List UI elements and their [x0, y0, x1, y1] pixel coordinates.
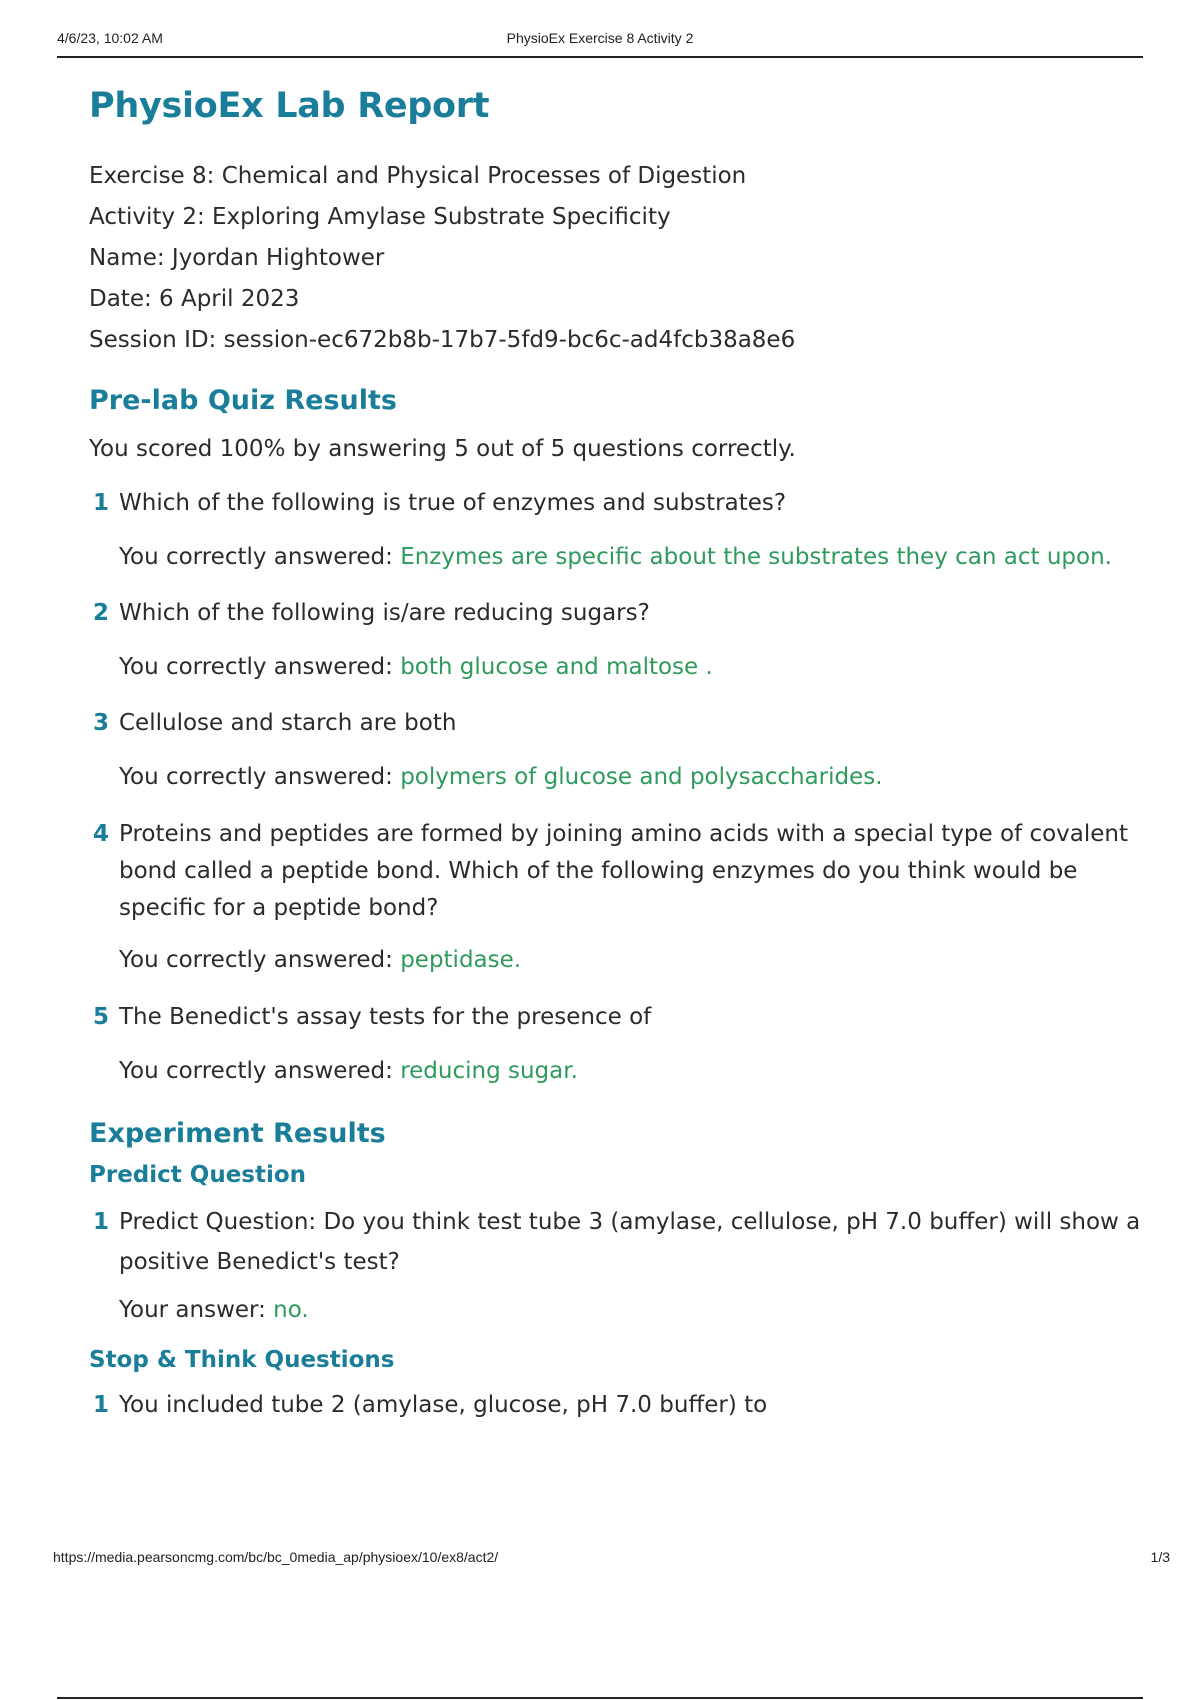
question-text: Predict Question: Do you think test tube 3 (amylase, cellulose, pH 7.0 buffer) will show a positive Benedict's test?: [119, 1209, 1141, 1275]
experiment-heading: Experiment Results: [89, 1118, 386, 1149]
answer-label: You correctly answered:: [119, 654, 393, 680]
quiz-answer: [89, 942, 1149, 979]
question-number: 2: [93, 600, 110, 626]
answer-value: peptidase.: [400, 947, 522, 973]
report-content: [89, 86, 1149, 1424]
question-number: 1: [93, 490, 110, 516]
list-item: [89, 816, 1149, 979]
print-header: [57, 28, 1143, 58]
answer-label: You correctly answered:: [119, 947, 393, 973]
quiz-answer: [89, 759, 1149, 796]
question-number: 4: [93, 821, 110, 847]
answer-label: You correctly answered:: [119, 1058, 393, 1084]
answer-value: polymers of glucose and polysaccharides.: [400, 764, 883, 790]
question-text: Which of the following is true of enzymes and substrates?: [119, 490, 787, 516]
answer-value: reducing sugar.: [400, 1058, 578, 1084]
list-item: [89, 705, 1149, 796]
print-document-title: PhysioEx Exercise 8 Activity 2: [506, 30, 694, 46]
prelab-question-list: [89, 485, 1149, 1090]
answer-label: You correctly answered:: [119, 764, 393, 790]
report-date: Date: 6 April 2023: [89, 286, 300, 312]
predict-heading: Predict Question: [89, 1162, 307, 1188]
quiz-question: [89, 705, 1149, 742]
session-id: Session ID: session-ec672b8b-17b7-5fd9-bc6c-ad4fcb38a8e6: [89, 327, 796, 353]
question-number: 3: [93, 710, 110, 736]
exercise-line: Exercise 8: Chemical and Physical Processes of Digestion: [89, 163, 747, 189]
list-item: [89, 485, 1149, 576]
list-item: [89, 595, 1149, 686]
quiz-question: [89, 999, 1149, 1036]
question-text: Cellulose and starch are both: [119, 710, 457, 736]
prelab-heading: Pre-lab Quiz Results: [89, 385, 397, 416]
predict-answer: [89, 1292, 1149, 1329]
student-name: Name: Jyordan Hightower: [89, 245, 385, 271]
list-item: [89, 1202, 1149, 1329]
report-meta: [89, 156, 1149, 361]
question-number: 5: [93, 1004, 110, 1030]
quiz-question: [89, 485, 1149, 522]
print-timestamp: 4/6/23, 10:02 AM: [57, 30, 163, 46]
quiz-question: [89, 816, 1149, 927]
question-text: Proteins and peptides are formed by joining amino acids with a special type of covalent bond called a peptide bond. Which of the following enzymes do you think would be specific for a peptide bond?: [119, 821, 1129, 921]
stop-think-question: [89, 1387, 1149, 1424]
divider: [57, 1697, 1143, 1699]
answer-label: You correctly answered:: [119, 544, 393, 570]
quiz-answer: [89, 649, 1149, 686]
print-footer: [53, 1549, 1170, 1565]
answer-label: Your answer:: [119, 1297, 266, 1323]
quiz-answer: [89, 539, 1149, 576]
list-item: [89, 1387, 1149, 1424]
list-item: [89, 999, 1149, 1090]
question-number: 1: [93, 1209, 110, 1235]
quiz-answer: [89, 1053, 1149, 1090]
activity-line: Activity 2: Exploring Amylase Substrate Specificity: [89, 204, 671, 230]
predict-question: [89, 1202, 1149, 1282]
quiz-score: You scored 100% by answering 5 out of 5 questions correctly.: [89, 436, 796, 462]
answer-value: Enzymes are specific about the substrates they can act upon.: [400, 544, 1112, 570]
question-text: The Benedict's assay tests for the presence of: [119, 1004, 652, 1030]
answer-value: no.: [273, 1297, 309, 1323]
report-title: PhysioEx Lab Report: [89, 86, 490, 126]
page-number: 1/3: [1150, 1549, 1170, 1565]
quiz-question: [89, 595, 1149, 632]
page-url: https://media.pearsoncmg.com/bc/bc_0media_ap/physioex/10/ex8/act2/: [53, 1549, 499, 1565]
question-text: Which of the following is/are reducing sugars?: [119, 600, 650, 626]
question-number: 1: [93, 1392, 110, 1418]
question-text: You included tube 2 (amylase, glucose, pH 7.0 buffer) to: [119, 1392, 768, 1418]
answer-value: both glucose and maltose .: [400, 654, 713, 680]
stop-think-heading: Stop & Think Questions: [89, 1347, 395, 1373]
